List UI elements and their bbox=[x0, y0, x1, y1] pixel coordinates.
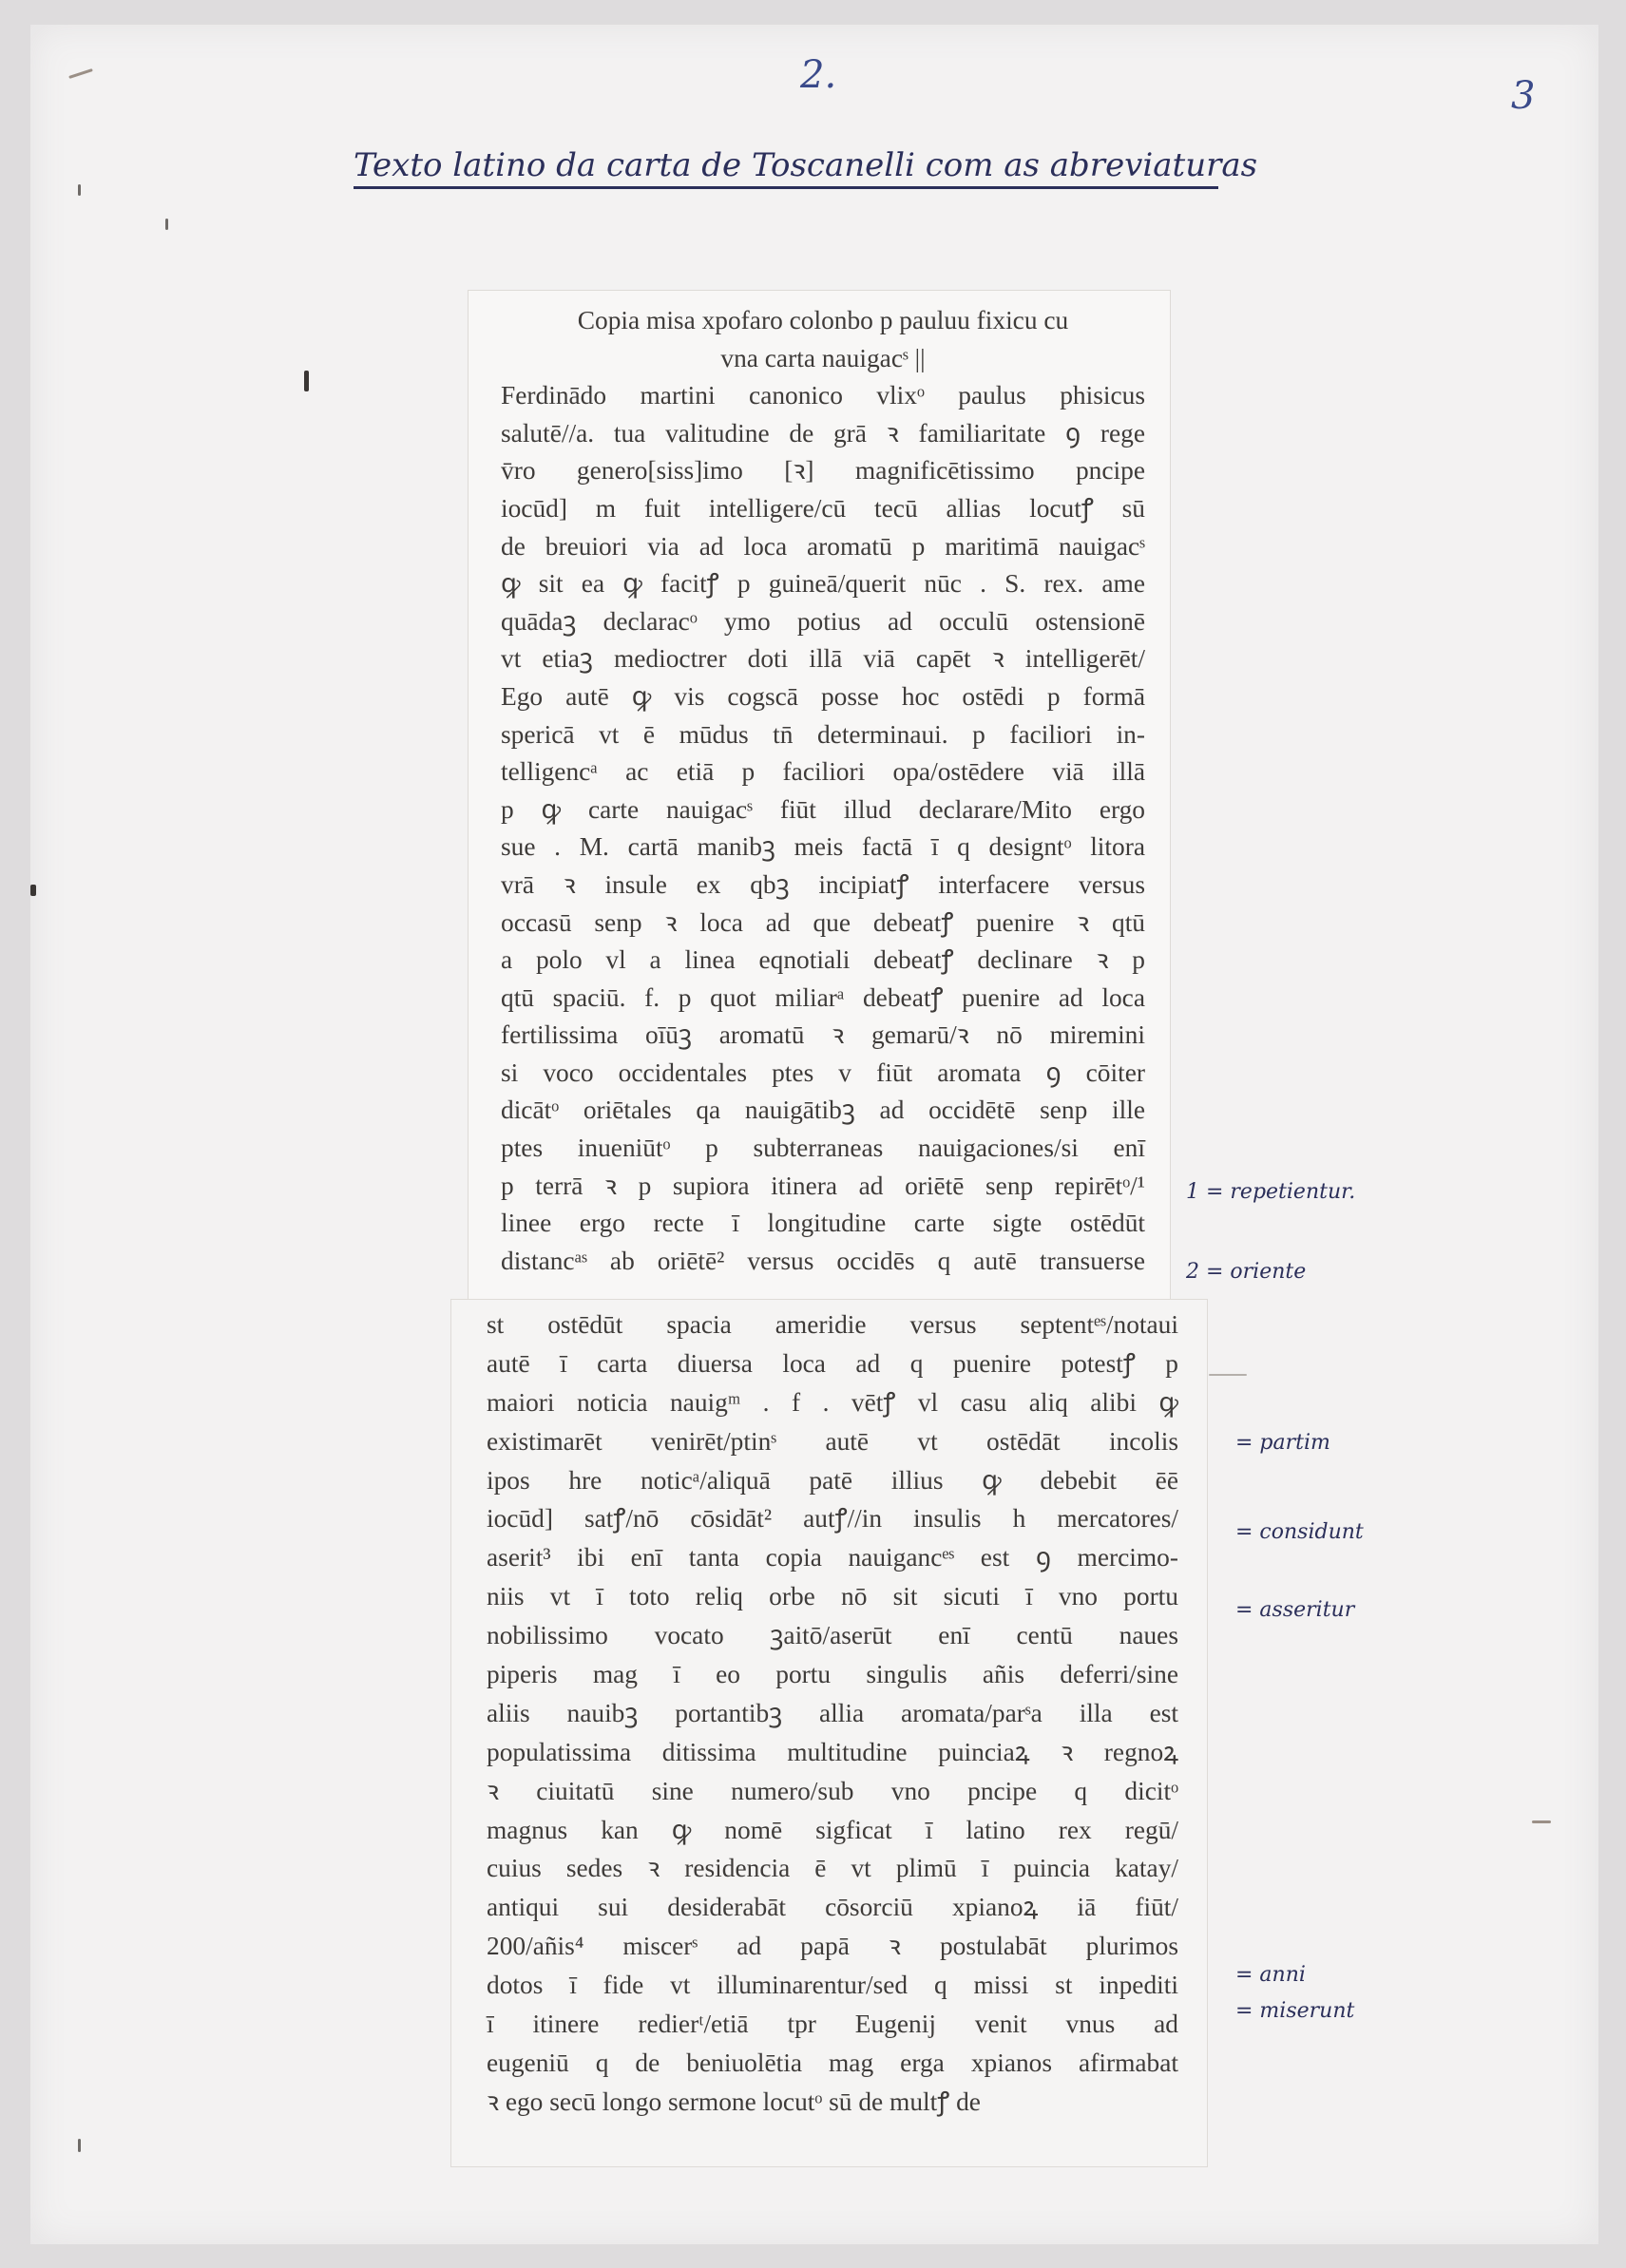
margin-note-partim: = partim bbox=[1235, 1431, 1330, 1455]
clipping-line: sue . M. cartā manibꝫ meis factā ī q designtᵒ litora bbox=[501, 832, 1145, 862]
page-number-center: 2. bbox=[800, 53, 837, 97]
clipping-line: magnus kan ꝙ nomē sigficat ī latino rex regū/ bbox=[487, 1815, 1178, 1844]
clipping-line: telligencᵃ ac etiā p faciliori opa/ostēdere viā illā bbox=[501, 757, 1145, 787]
clipping-line: quādaꝫ declaracᵒ ymo potius ad occulū ostensionē bbox=[501, 606, 1145, 636]
clipping-line: cuius sedes ꝛ residencia ē vt plimū ī puincia katay/ bbox=[487, 1854, 1178, 1883]
clipping-line: nobilissimo vocato ꝫaitō/aserūt enī centū naues bbox=[487, 1621, 1178, 1650]
clipping-line: niis vt ī toto reliq orbe nō sit sicuti ī vno portu bbox=[487, 1582, 1178, 1611]
clipping-line: eugeniū q de beniuolētia mag erga xpianos afirmabat bbox=[487, 2048, 1178, 2077]
clipping-line: vrā ꝛ insule ex qbꝫ incipiatꝭ interfacere versus bbox=[501, 869, 1145, 899]
clipping-line: fertilissima oīūꝫ aromatū ꝛ gemarū/ꝛ nō miremini bbox=[501, 1020, 1145, 1050]
margin-note-asseritur: = asseritur bbox=[1235, 1598, 1355, 1622]
clipping-line: p ꝙ carte nauigacˢ fiūt illud declarare/Mito ergo bbox=[501, 794, 1145, 824]
clipping-line: iocūd] satꝭ/nō cōsidāt² autꝭ//in insulis h mercatores/ bbox=[487, 1504, 1178, 1534]
margin-mark bbox=[1532, 1820, 1551, 1823]
margin-mark bbox=[68, 68, 93, 79]
margin-note-oriente: 2 = oriente bbox=[1186, 1260, 1307, 1284]
margin-mark bbox=[304, 371, 309, 391]
clipping-line: distancᵃˢ ab oriētē² versus occidēs q autē transuerse bbox=[501, 1246, 1145, 1275]
margin-mark bbox=[165, 219, 168, 230]
clipping-line: aserit³ ibi enī tanta copia nauigancᵉˢ est ꝯ mercimo- bbox=[487, 1543, 1178, 1572]
text-clipping-bottom bbox=[451, 1300, 1207, 2166]
clipping-line: linee ergo recte ī longitudine carte sigte ostēdūt bbox=[501, 1209, 1145, 1238]
clipping-line: iocūd] m fuit intelligere/cū tecū allias locutꝭ sū bbox=[501, 493, 1145, 523]
clipping-line: populatissima ditissima multitudine puinciaꝝ ꝛ regnoꝝ bbox=[487, 1737, 1178, 1766]
clipping-line: v̄ro genero[siss]imo [ꝛ] magnificētissimo pncipe bbox=[501, 456, 1145, 486]
clipping-line: spericā vt ē mūdus tn̄ determinaui. p faciliori in- bbox=[501, 719, 1145, 749]
clipping-line: ꝙ sit ea ꝙ facitꝭ p guineā/querit nūc . S. rex. ame bbox=[501, 569, 1145, 599]
clipping-line: ipos hre noticᵃ/aliquā patē illius ꝙ debebit ēē bbox=[487, 1465, 1178, 1495]
margin-mark bbox=[1209, 1374, 1247, 1376]
clipping-line: 200/añis⁴ miscerˢ ad papā ꝛ postulabāt plurimos bbox=[487, 1932, 1178, 1961]
margin-mark bbox=[78, 184, 81, 196]
margin-note-considunt: = considunt bbox=[1235, 1520, 1364, 1544]
clipping-line: occasū senp ꝛ loca ad que debeatꝭ puenire ꝛ qtū bbox=[501, 907, 1145, 937]
clipping-line: piperis mag ī eo portu singulis añis deferri/sine bbox=[487, 1660, 1178, 1689]
text-clipping-top bbox=[469, 291, 1170, 1300]
clipping-line: Ego autē ꝙ vis cogscā posse hoc ostēdi p formā bbox=[501, 681, 1145, 711]
clipping-line: ꝛ ciuitatū sine numero/sub vno pncipe q dicitᵒ bbox=[487, 1776, 1178, 1805]
clipping-heading-line: vna carta nauigacˢ || bbox=[720, 343, 926, 372]
clipping-line: vt etiaꝫ medioctrer doti illā viā capēt ꝛ intelligerēt/ bbox=[501, 644, 1145, 674]
clipping-heading-line: Copia misa xpofaro colonbo p pauluu fixicu cu bbox=[577, 306, 1069, 334]
margin-mark bbox=[30, 885, 36, 896]
clipping-line: ī itinere redierᵗ/etiā tpr Eugenij venit vnus ad bbox=[487, 2010, 1178, 2039]
clipping-line: existimarēt venirēt/ptinˢ autē vt ostēdāt incolis bbox=[487, 1426, 1178, 1456]
clipping-line: autē ī carta diuersa loca ad q puenire potestꝭ p bbox=[487, 1348, 1178, 1378]
margin-note-miserunt: = miserunt bbox=[1235, 1999, 1355, 2023]
clipping-line: a polo vl a linea eqnotiali debeatꝭ declinare ꝛ p bbox=[501, 945, 1145, 975]
page-title: Texto latino da carta de Toscanelli com as abreviaturas bbox=[354, 146, 1218, 189]
clipping-line: qtū spaciū. f. p quot miliarᵃ debeatꝭ puenire ad loca bbox=[501, 982, 1145, 1012]
clipping-line: maiori noticia nauigᵐ . f . vētꝭ vl casu aliq alibi ꝙ bbox=[487, 1387, 1178, 1417]
clipping-line: si voco occidentales ptes v fiūt aromata ꝯ cōiter bbox=[501, 1058, 1145, 1087]
clipping-line: p terrā ꝛ p supiora itinera ad oriētē senp repirētᵒ/¹ bbox=[501, 1171, 1145, 1200]
clipping-line: ptes inueniūtᵒ p subterraneas nauigaciones/si enī bbox=[501, 1134, 1145, 1163]
margin-note-repetientur: 1 = repetientur. bbox=[1186, 1180, 1356, 1204]
page-number-corner: 3 bbox=[1511, 74, 1536, 118]
clipping-line: dotos ī fide vt illuminarentur/sed q missi st inpediti bbox=[487, 1971, 1178, 2000]
document-page bbox=[30, 25, 1598, 2244]
clipping-line: dicātᵒ oriētales qa nauigātibꝫ ad occidētē senp ille bbox=[501, 1096, 1145, 1125]
clipping-line: ꝛ ego secū longo sermone locutᵒ sū de multꝭ de bbox=[487, 2087, 981, 2116]
clipping-line: Ferdinādo martini canonico vlixᵒ paulus phisicus bbox=[501, 381, 1145, 410]
margin-note-anni: = anni bbox=[1235, 1963, 1306, 1987]
clipping-line: st ostēdūt spacia ameridie versus septentᵉˢ/notaui bbox=[487, 1310, 1178, 1339]
clipping-line: aliis nauibꝫ portantibꝫ allia aromata/parˢa illa est bbox=[487, 1698, 1178, 1727]
clipping-line: salutē//a. tua valitudine de grā ꝛ familiaritate ꝯ rege bbox=[501, 418, 1145, 448]
clipping-line: de breuiori via ad loca aromatū p maritimā nauigacˢ bbox=[501, 531, 1145, 561]
clipping-line: antiqui sui desiderabāt cōsorciū xpianoꝝ iā fiūt/ bbox=[487, 1893, 1178, 1922]
margin-mark bbox=[78, 2139, 81, 2152]
